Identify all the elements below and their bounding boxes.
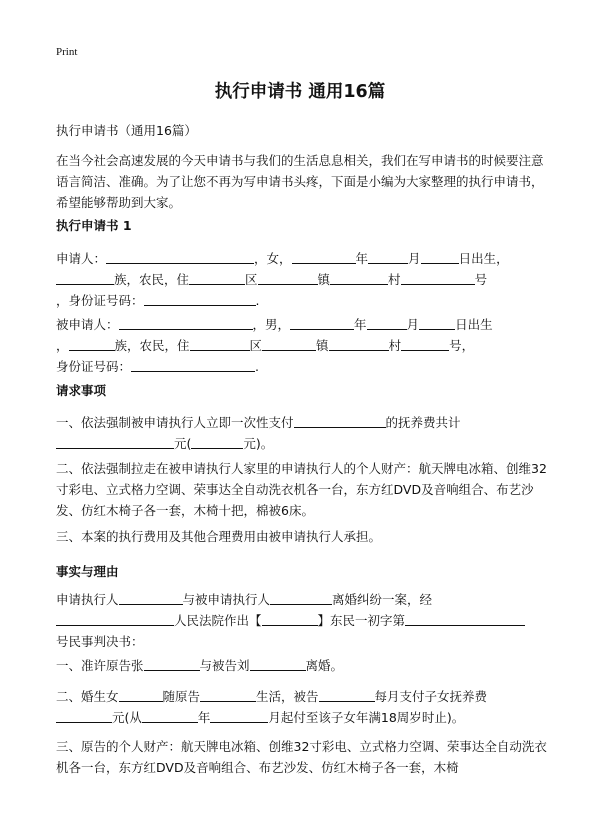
blank-field bbox=[144, 292, 256, 306]
blank-field bbox=[119, 591, 183, 605]
blank-field bbox=[69, 337, 115, 351]
applicant-info: 申请人： ，女， 年 月 日出生， 族，农民，住 区 镇 村 号 ，身份证号码： . bbox=[56, 251, 509, 308]
intro-paragraph: 在当今社会高速发展的今天申请书与我们的生活息息相关，我们在写申请书的时候要注意语言简洁、准确。为了让您不再为写申请书头疼，下面是小编为大家整理的执行申请书，希望能够帮助到大家。 bbox=[56, 153, 544, 210]
claim-2: 二、依法强制拉走在被申请执行人家里的申请执行人的个人财产：航天牌电冰箱、创维32寸彩电、立式格力空调、荣事达全自动洗衣机各一台，东方红DVD及音响组合、布艺沙发、仿红木椅子各一套，木椅十把，棉被6床。 bbox=[56, 461, 547, 518]
blank-field bbox=[290, 316, 354, 330]
claims-heading: 请求事项 bbox=[56, 383, 107, 398]
fact-3: 二、婚生女 随原告 生活，被告 每月支付子女抚养费 元(从 年 月起付至该子女年满18周岁时止)。 bbox=[56, 689, 488, 725]
blank-field bbox=[144, 657, 200, 671]
claim-3: 三、本案的执行费用及其他合理费用由被申请执行人承担。 bbox=[56, 529, 382, 544]
blank-field bbox=[56, 271, 114, 285]
blank-field bbox=[262, 612, 318, 626]
blank-field bbox=[367, 316, 407, 330]
blank-field bbox=[294, 414, 386, 428]
blank-field bbox=[368, 250, 408, 264]
respondent-info: 被申请人： ，男， 年 月 日出生 ， 族，农民，住 区 镇 村 号， 身份证号码： . bbox=[56, 317, 493, 374]
claim-1: 一、依法强制被申请执行人立即一次性支付 的抚养费共计 元( 元)。 bbox=[56, 415, 461, 451]
blank-field bbox=[189, 271, 245, 285]
blank-field bbox=[270, 591, 332, 605]
blank-field bbox=[258, 271, 318, 285]
facts-heading: 事实与理由 bbox=[56, 564, 119, 579]
print-link[interactable]: Print bbox=[56, 46, 78, 58]
blank-field bbox=[421, 250, 459, 264]
document-title: 执行申请书 通用16篇 bbox=[214, 82, 386, 102]
blank-field bbox=[106, 250, 254, 264]
blank-field bbox=[405, 612, 525, 626]
fact-1: 申请执行人 与被申请执行人 离婚纠纷一案，经 人民法院作出【 】东民一初字第 号民事判决书： bbox=[56, 589, 548, 652]
blank-field bbox=[142, 709, 198, 723]
blank-field bbox=[262, 337, 316, 351]
fact-2: 一、准许原告张 与被告刘 离婚。 bbox=[56, 658, 344, 673]
blank-field bbox=[419, 316, 455, 330]
blank-field bbox=[191, 435, 243, 449]
blank-field bbox=[56, 612, 174, 626]
blank-field bbox=[401, 271, 475, 285]
blank-field bbox=[190, 337, 250, 351]
blank-field bbox=[401, 337, 449, 351]
blank-field bbox=[292, 250, 356, 264]
blank-field bbox=[250, 657, 306, 671]
section-heading-1: 执行申请书 1 bbox=[56, 218, 132, 233]
blank-field bbox=[319, 688, 375, 702]
blank-field bbox=[56, 709, 112, 723]
fact-4: 三、原告的个人财产：航天牌电冰箱、创维32寸彩电、立式格力空调、荣事达全自动洗衣机各一台，东方红DVD及音响组合、布艺沙发、仿红木椅子各一套，木椅 bbox=[56, 739, 547, 775]
document-subtitle: 执行申请书（通用16篇） bbox=[56, 123, 197, 138]
blank-field bbox=[119, 688, 163, 702]
blank-field bbox=[329, 337, 389, 351]
blank-field bbox=[119, 316, 253, 330]
blank-field bbox=[330, 271, 388, 285]
blank-field bbox=[131, 358, 255, 372]
blank-field bbox=[210, 709, 268, 723]
blank-field bbox=[56, 435, 174, 449]
blank-field bbox=[200, 688, 256, 702]
